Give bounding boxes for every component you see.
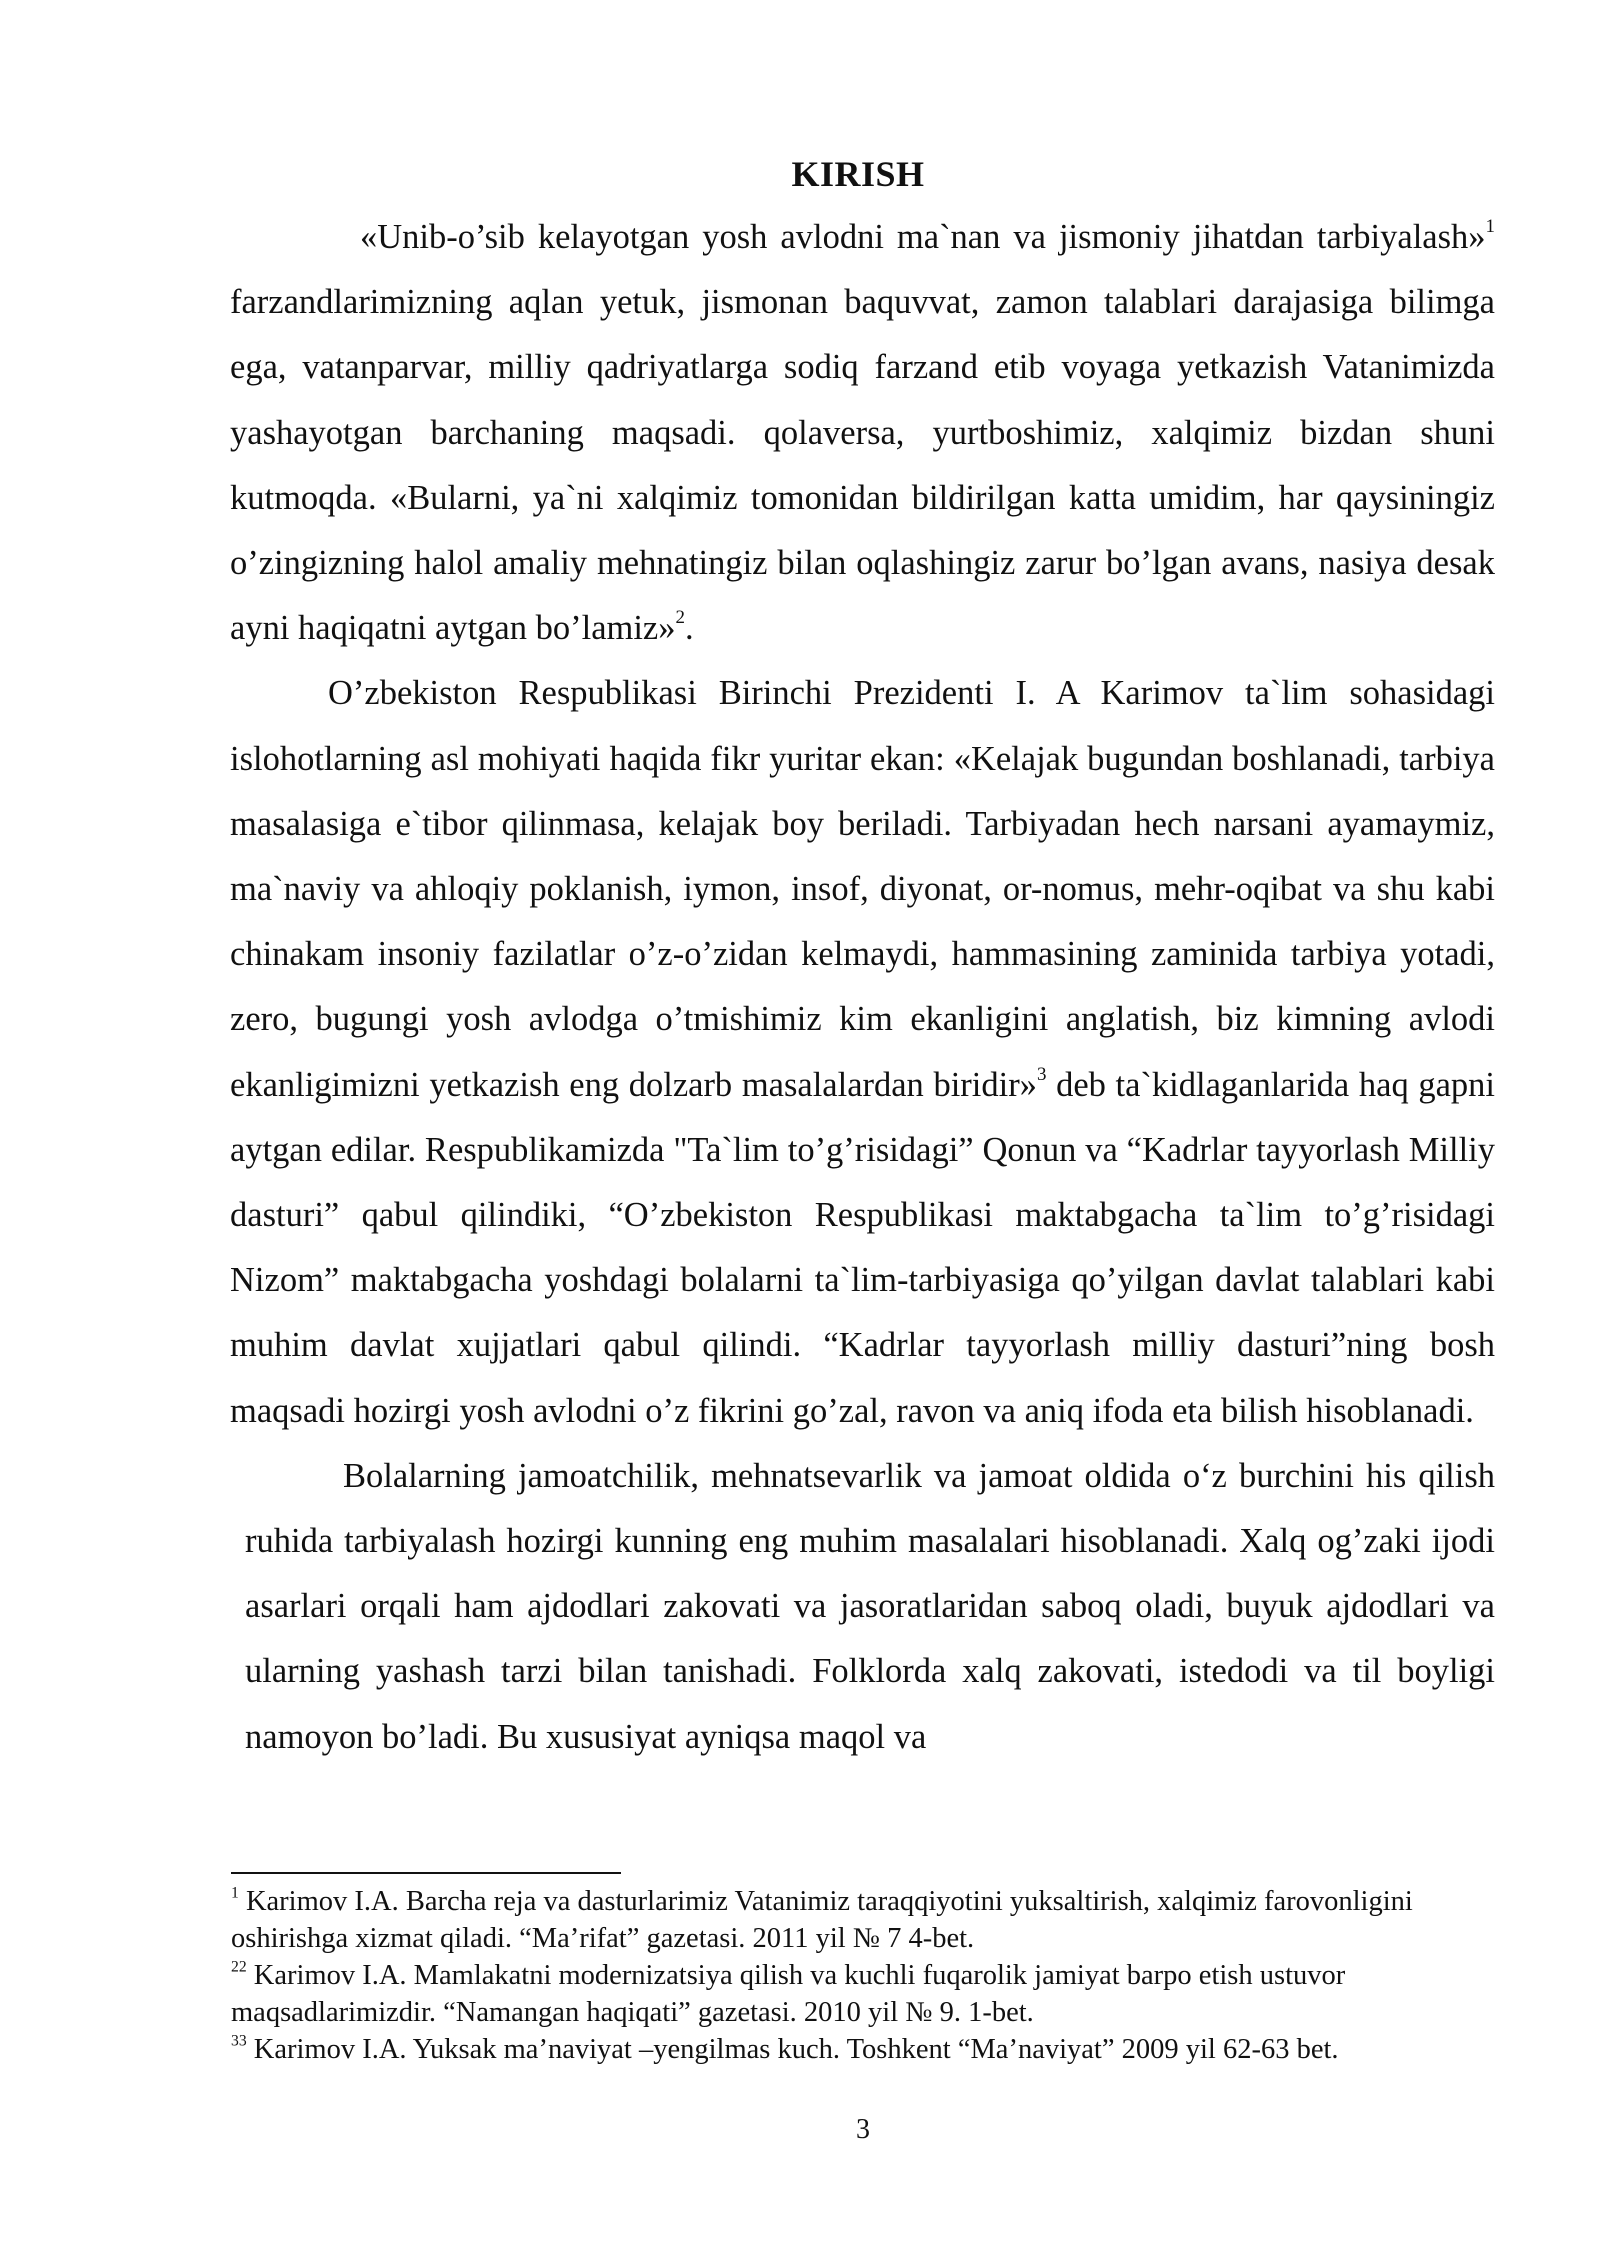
- footnote-mark: 22: [231, 1958, 247, 1976]
- paragraph-intro: [230, 205, 1495, 661]
- main-text: [230, 205, 1495, 1770]
- footnote-3: [231, 2031, 1501, 2068]
- paragraph-text: .: [684, 609, 694, 648]
- footnote-mark: 33: [231, 2032, 247, 2050]
- footnote-2: [231, 1957, 1501, 2031]
- footnotes-section: [231, 1883, 1501, 2068]
- section-heading: KIRISH: [791, 154, 925, 194]
- footnote-reference: 3: [1036, 1063, 1047, 1085]
- paragraph-text: O’zbekiston Respublikasi Birinchi Prezidenti I. A Karimov ta`lim sohasidagi islohotlarning asl mohiyati haqida fikr yuritar ekan: «Kelajak bugundan boshlanadi, tarbiya masalasiga e`tibor qilinmasa, kelajak boy beriladi. Tarbiyadan hech narsani ayamaymiz, ma`naviy va ahloqiy poklanish, iymon, insof, diyonat, or-nomus, mehr-oqibat va shu kabi chinakam insoniy fazilatlar o’z-o’zidan kelmaydi, hammasining zaminida tarbiya yotadi, zero, bugungi yosh avlodga o’tmishimiz kim ekanligini anglatish, biz kimning avlodi ekanligimizni yetkazish eng dolzarb masalalardan biridir»: [230, 674, 1495, 1104]
- footnote-1: [231, 1883, 1501, 1957]
- paragraph-karimov-quote: [230, 661, 1495, 1443]
- footnote-mark: 1: [231, 1884, 239, 1902]
- paragraph-text: «Unib-o’sib kelayotgan yosh avlodni ma`nan va jismoniy jihatdan tarbiyalash»: [360, 218, 1486, 256]
- paragraph-upbringing: [245, 1444, 1495, 1770]
- footnote-separator: [231, 1872, 621, 1874]
- paragraph-text: farzandlarimizning aqlan yetuk, jismonan baquvvat, zamon talablari darajasiga bilimga ega, vatanparvar, milliy qadriyatlarga sodiq farzand etib voyaga yetkazish Vatanimizda yashayotgan barchaning maqsadi. qolaversa, yurtboshimiz, xalqimiz bizdan shuni kutmoqda. «Bularni, ya`ni xalqimiz tomonidan bildirilgan katta umidim, har qaysiningiz o’zingizning halol amaliy mehnatingiz bilan oqlashingiz zarur bo’lgan avans, nasiya desak ayni haqiqatni aytgan bo’lamiz»: [230, 283, 1495, 648]
- footnote-reference: 2: [675, 607, 685, 629]
- paragraph-text: Bolalarning jamoatchilik, mehnatsevarlik va jamoat oldida o‘z burchini his qilish ruhida tarbiyalash hozirgi kunning eng muhim masalalari hisoblanadi. Xalq og’zaki ijodi asarlari orqali ham ajdodlari zakovati va jasoratlaridan saboq oladi, buyuk ajdodlari va ularning yashash tarzi bilan tanishadi. Folklorda xalq zakovati, istedodi va til boyligi namoyon bo’ladi. Bu xususiyat ayniqsa maqol va: [245, 1456, 1495, 1756]
- footnote-text: Karimov I.A. Barcha reja va dasturlarimiz Vatanimiz taraqqiyotini yuksaltirish, xalqimiz farovonligini oshirishga xizmat qiladi. “Ma’rifat” gazetasi. 2011 yil № 7 4-bet.: [231, 1886, 1413, 1954]
- footnote-text: Karimov I.A. Yuksak ma’naviyat –yengilmas kuch. Toshkent “Ma’naviyat” 2009 yil 62-63 bet.: [246, 2034, 1339, 2065]
- footnote-reference: 1: [1485, 215, 1495, 237]
- paragraph-text: deb ta`kidlaganlarida haq gapni aytgan edilar. Respublikamizda "Ta`lim to’g’risidagi” Qonun va “Kadrlar tayyorlash Milliy dasturi” qabul qilindiki, “O’zbekiston Respublikasi maktabgacha ta`lim to’g’risidagi Nizom” maktabgacha yoshdagi bolalarni ta`lim-tarbiyasiga qo’yilgan davlat talablari kabi muhim davlat xujjatlari qabul qilindi. “Kadrlar tayyorlash milliy dasturi”ning bosh maqsadi hozirgi yosh avlodni o’z fikrini go’zal, ravon va aniq ifoda eta bilish hisoblanadi.: [230, 1065, 1495, 1430]
- footnote-text: Karimov I.A. Mamlakatni modernizatsiya qilish va kuchli fuqarolik jamiyat barpo etish ustuvor maqsadlarimizdir. “Namangan haqiqati” gazetasi. 2010 yil № 9. 1-bet.: [231, 1960, 1346, 2028]
- page-number: 3: [856, 2114, 870, 2145]
